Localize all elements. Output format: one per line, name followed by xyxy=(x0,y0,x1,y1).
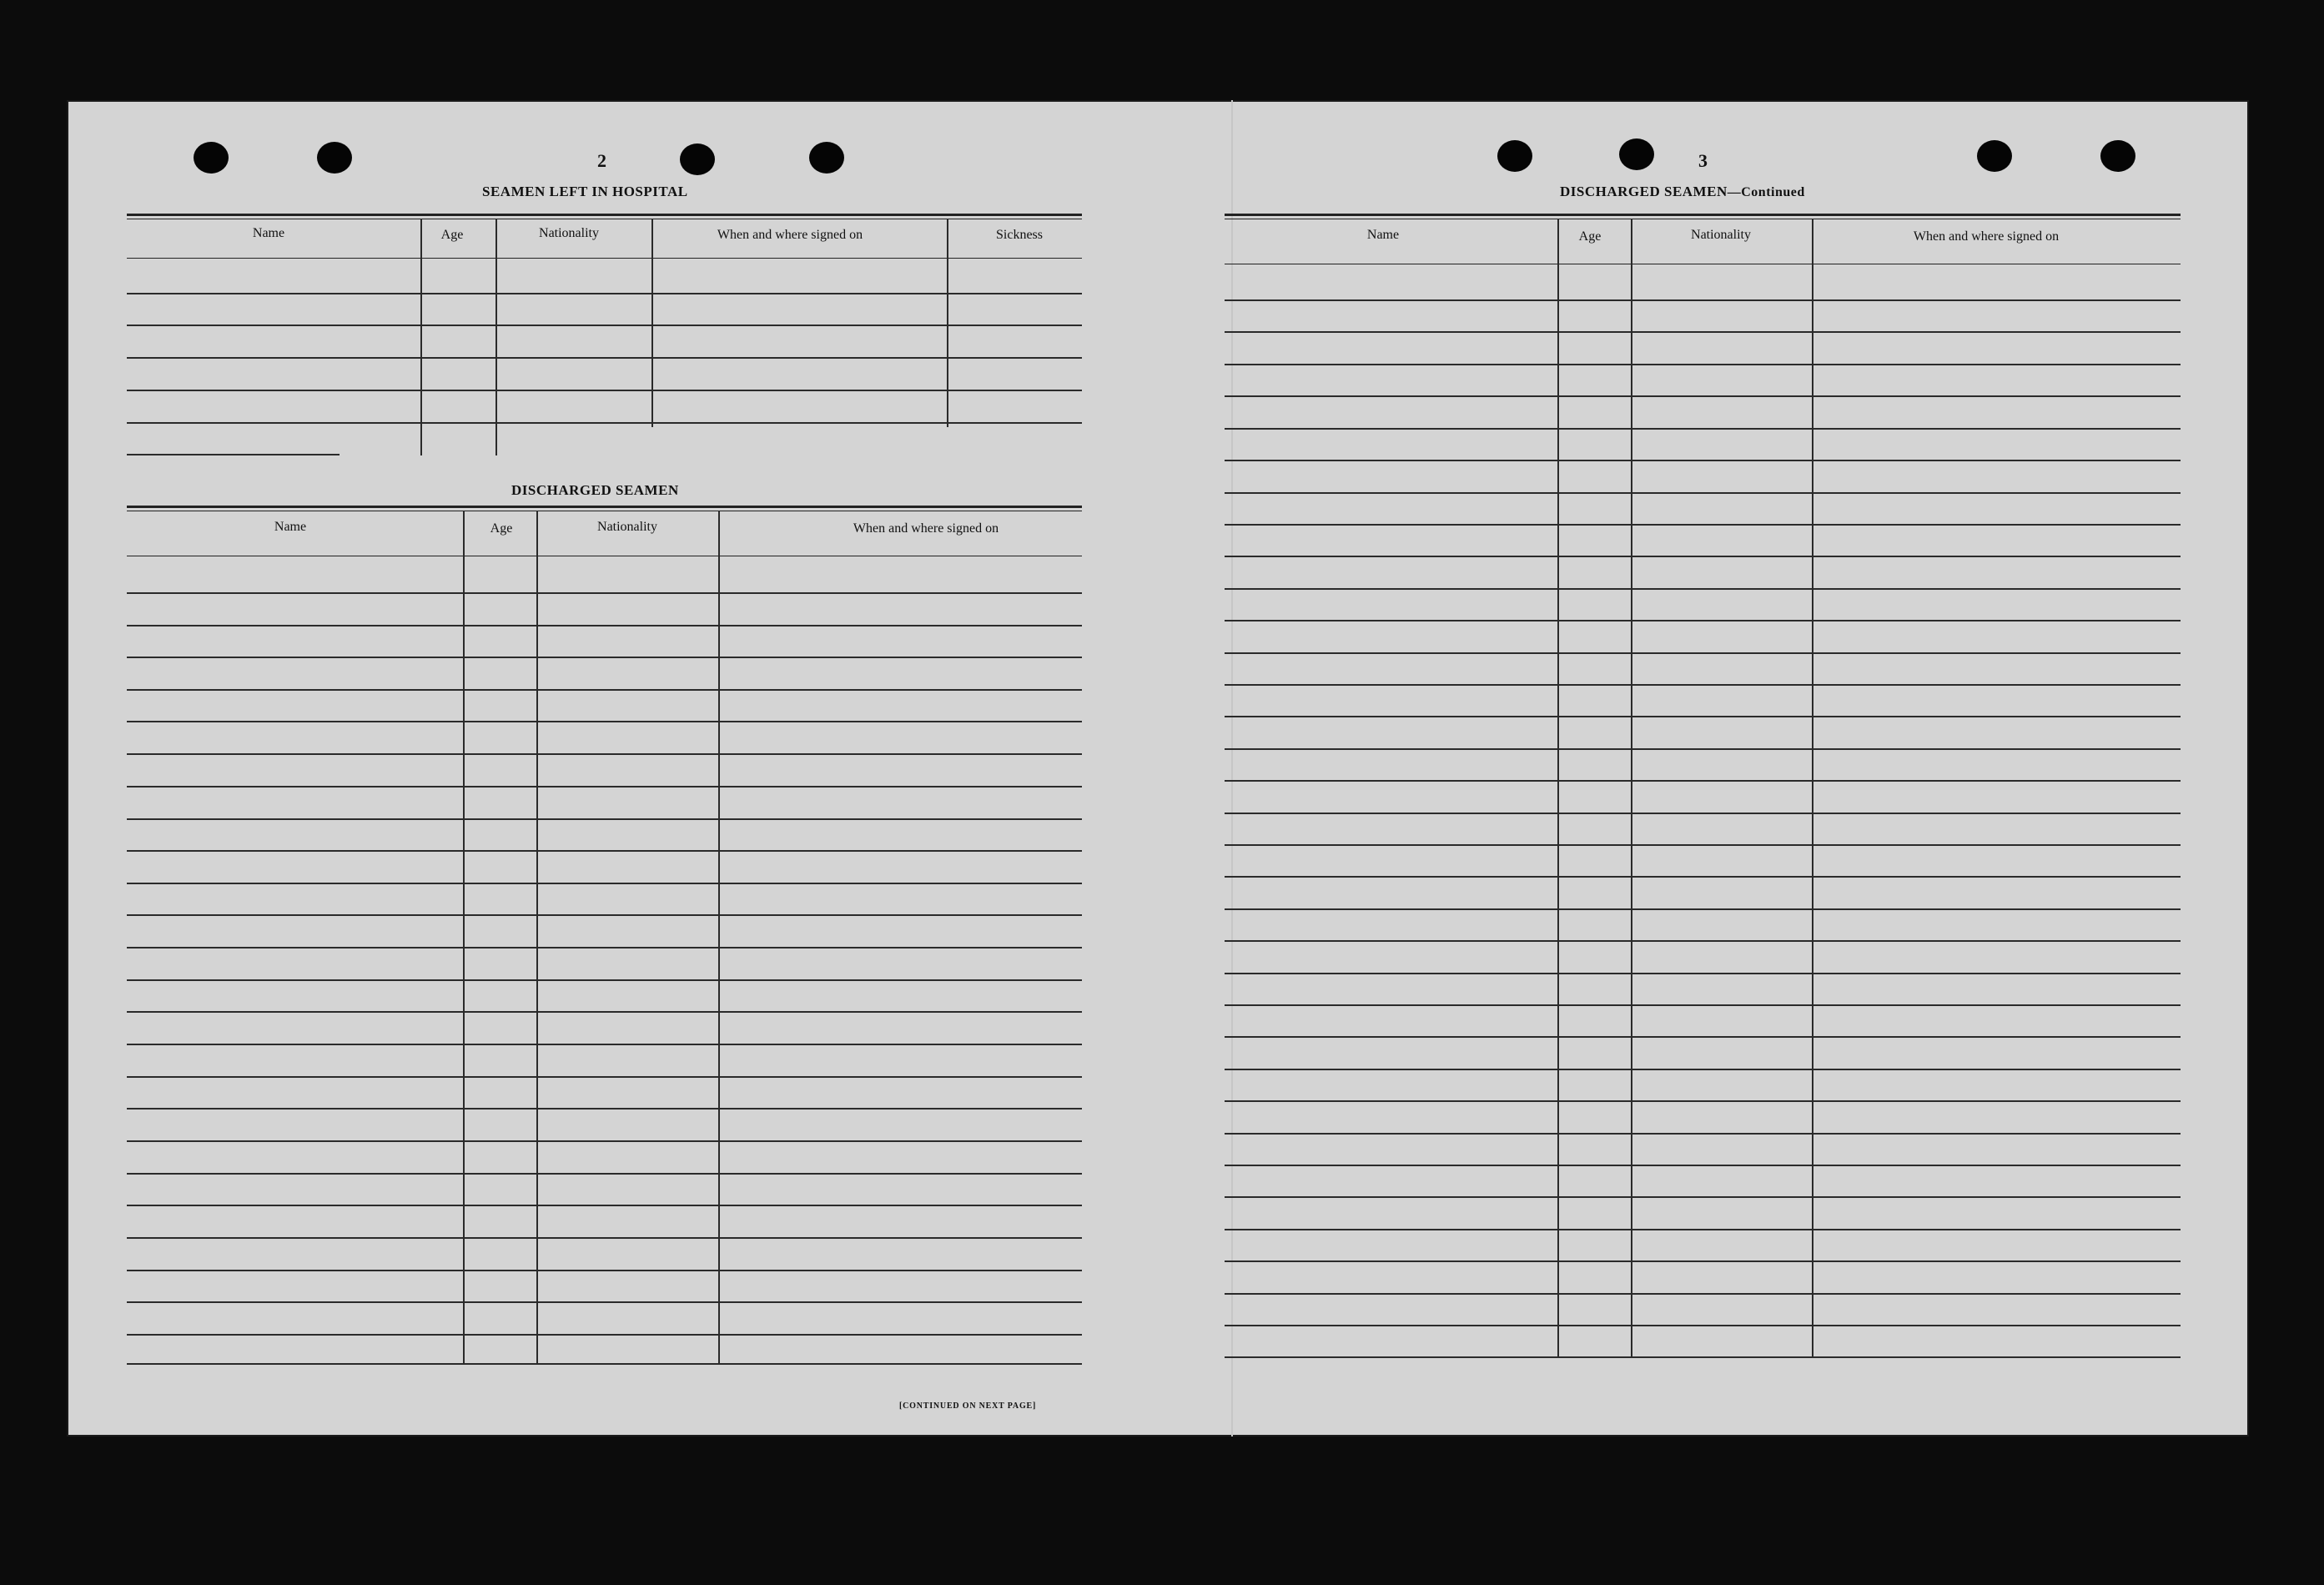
page-number-right: 3 xyxy=(1698,150,1708,171)
discharged-table-right xyxy=(1225,214,2181,1360)
discharged-table-left xyxy=(127,506,1082,1365)
discharged-continued-title xyxy=(1560,184,1805,200)
punch-hole xyxy=(1619,138,1654,170)
punch-hole xyxy=(680,143,715,175)
col-header-age: Age xyxy=(440,228,464,242)
col-header-sickness: Sickness xyxy=(996,228,1043,242)
col-header-nationality: Nationality xyxy=(597,520,657,534)
discharged-section-title: DISCHARGED SEAMEN xyxy=(511,482,679,498)
punch-hole xyxy=(194,142,229,174)
punch-hole xyxy=(317,142,352,174)
col-header-age: Age xyxy=(490,521,513,536)
col-header-nationality: Nationality xyxy=(1691,228,1751,242)
document-sheet xyxy=(67,100,2249,1437)
page-number-left: 2 xyxy=(597,150,606,171)
punch-hole xyxy=(809,142,844,174)
col-header-name: Name xyxy=(274,520,307,534)
col-header-name: Name xyxy=(1366,228,1400,242)
discharged-continued-title-main: DISCHARGED SEAMEN xyxy=(1560,184,1728,199)
hospital-section-title: SEAMEN LEFT IN HOSPITAL xyxy=(482,184,688,199)
col-header-age: Age xyxy=(1578,229,1602,244)
col-header-nationality: Nationality xyxy=(539,226,599,240)
col-header-signed-on: When and where signed on xyxy=(717,228,863,242)
punch-hole xyxy=(2100,140,2135,172)
punch-hole xyxy=(1977,140,2012,172)
punch-hole xyxy=(1497,140,1532,172)
continued-note: [CONTINUED ON NEXT PAGE] xyxy=(899,1401,1037,1411)
hospital-table xyxy=(127,214,1082,455)
discharged-continued-title-suffix: —Continued xyxy=(1727,185,1805,199)
col-header-signed-on: When and where signed on xyxy=(1913,229,2060,244)
col-header-signed-on: When and where signed on xyxy=(853,521,999,536)
col-header-name: Name xyxy=(252,226,285,240)
